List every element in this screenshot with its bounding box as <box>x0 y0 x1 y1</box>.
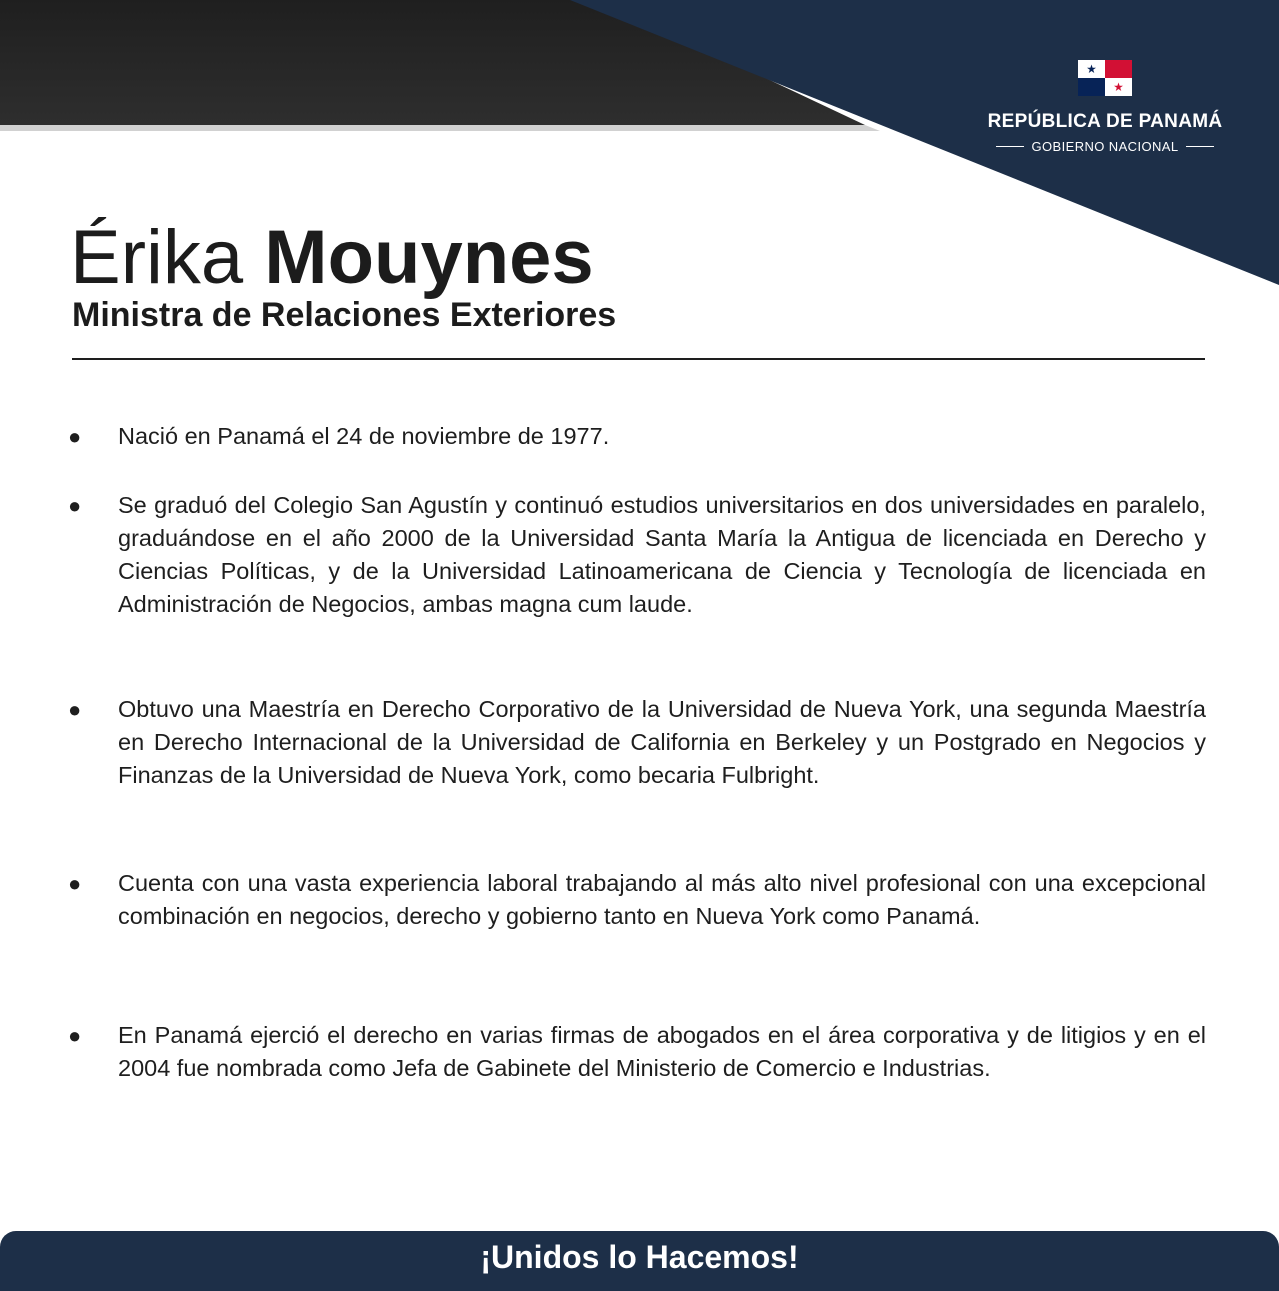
bullet-icon: ● <box>68 697 82 722</box>
footer-banner <box>0 1231 1279 1291</box>
bullet-icon: ● <box>68 493 82 518</box>
right-rule <box>1186 146 1214 147</box>
last-name: Mouynes <box>264 215 594 300</box>
bio-item <box>64 489 1206 621</box>
government-text: GOBIERNO NACIONAL <box>1031 139 1179 154</box>
first-name: Érika <box>70 215 244 300</box>
country-name: REPÚBLICA DE PANAMÁ <box>987 111 1223 132</box>
dark-band-shadow <box>0 125 880 131</box>
bio-text: Se graduó del Colegio San Agustín y continuó estudios universitarios en dos universidades en paralelo, graduándose en el año 2000 de la Universidad Santa María la Antigua de licenciada en Derecho y Ciencias Políticas, y de la Universidad Latinoamericana de Ciencia y Tecnología de licenciada en Administración de Negocios, ambas magna cum laude. <box>118 492 1206 617</box>
bio-item <box>64 420 1206 453</box>
person-title: Ministra de Relaciones Exteriores <box>72 296 617 334</box>
panama-flag-icon <box>1078 60 1132 96</box>
bio-item <box>64 867 1206 933</box>
bio-text: Nació en Panamá el 24 de noviembre de 1977. <box>118 423 610 449</box>
bio-item <box>64 693 1206 792</box>
footer-slogan: ¡Unidos lo Hacemos! <box>480 1239 799 1275</box>
bullet-icon: ● <box>68 1023 82 1048</box>
left-rule <box>996 146 1024 147</box>
bullet-icon: ● <box>68 424 82 449</box>
bio-text: En Panamá ejerció el derecho en varias firmas de abogados en el área corporativa y de litigios y en el 2004 fue nombrada como Jefa de Gabinete del Ministerio de Comercio e Industrias. <box>118 1022 1206 1081</box>
government-brand <box>960 60 1250 154</box>
bio-text: Cuenta con una vasta experiencia laboral trabajando al más alto nivel profesional con una excepcional combinación en negocios, derecho y gobierno tanto en Nueva York como Panamá. <box>118 870 1206 929</box>
divider <box>72 358 1205 360</box>
bio-item <box>64 1019 1206 1085</box>
person-name <box>70 212 594 304</box>
bullet-icon: ● <box>68 871 82 896</box>
bio-text: Obtuvo una Maestría en Derecho Corporativo de la Universidad de Nueva York, una segunda Maestría en Derecho Internacional de la Universidad de California en Berkeley y un Postgrado en Negocios y Finanzas de la Universidad de Nueva York, como becaria Fulbright. <box>118 696 1206 788</box>
government-label <box>960 139 1250 154</box>
